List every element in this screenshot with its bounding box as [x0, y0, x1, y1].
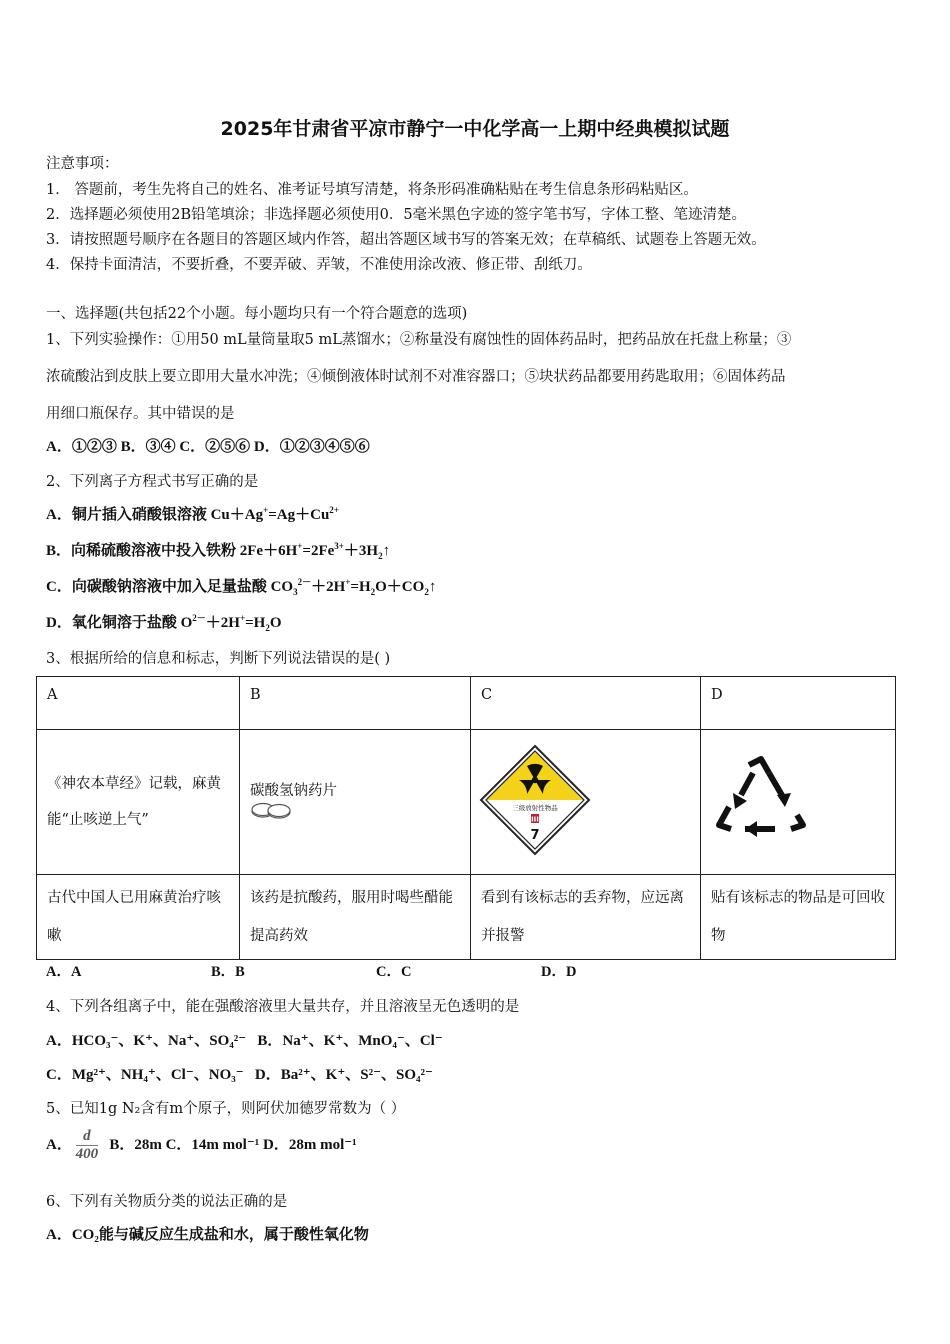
q3-header-a: A: [37, 677, 240, 730]
q6-stem: 6、下列有关物质分类的说法正确的是: [46, 1194, 288, 1210]
q1-stem-line3: 用细口瓶保存。其中错误的是: [46, 406, 235, 422]
q5-stem: 5、已知1g N₂含有m个原子，则阿伏加德罗常数为（ ）: [46, 1101, 406, 1117]
page-title: 2025年甘肃省平凉市静宁一中化学高一上期中经典模拟试题: [220, 118, 730, 140]
q4-option-a: A．HCO₃⁻、K⁺、Na⁺、SO₄²⁻: [46, 1033, 247, 1049]
q3-stem: 3、根据所给的信息和标志，判断下列说法错误的是( ): [46, 651, 391, 667]
section-heading: 一、选择题(共包括22个小题。每小题均只有一个符合题意的选项): [46, 306, 468, 322]
notice-item-1: 1． 答题前，考生先将自己的姓名、准考证号填写清楚，将条形码准确粘贴在考生信息条形码粘贴区。: [46, 182, 698, 198]
q4-options-ab: [46, 1029, 443, 1050]
q3-option-c: C．C: [376, 964, 412, 980]
recycle-icon: [711, 755, 811, 845]
q2-option-d: D．氧化铜溶于盐酸 $O^{2-}+2H^+=H_2O$: [46, 613, 282, 633]
q4-option-d: D．Ba²⁺、K⁺、S²⁻、SO₄²⁻: [254, 1067, 433, 1083]
q3-info-a: 《神农本草经》记载，麻黄能“止咳逆上气”: [37, 730, 240, 875]
q3-info-b: [240, 730, 471, 875]
q3-info-d: [701, 730, 896, 875]
q3-conclusion-a: 古代中国人已用麻黄治疗咳嗽: [37, 875, 240, 960]
q3-option-d: D．D: [541, 964, 577, 980]
q2-option-b: B．向稀硫酸溶液中投入铁粉 $2Fe+6H^+=2Fe^{3+}+3H_2↑$: [46, 541, 391, 561]
q3-header-d: D: [701, 677, 896, 730]
q4-options-cd: [46, 1063, 433, 1084]
q3-header-c: C: [471, 677, 701, 730]
q3-info-b-text: 碳酸氢钠药片: [250, 782, 337, 799]
sign-class-number: 7: [530, 828, 540, 843]
q2-option-a: A．铜片插入硝酸银溶液 $Cu+Ag^+=Ag+Cu^{2+}$: [46, 505, 339, 523]
q3-info-c: [471, 730, 701, 875]
q3-header-b: B: [240, 677, 471, 730]
q1-stem-line1: 1、下列实验操作：①用50 mL量筒量取5 mL蒸馏水；②称量没有腐蚀性的固体药品时，把药品放在托盘上称量；③: [46, 332, 792, 348]
notice-heading: 注意事项：: [46, 156, 119, 172]
sign-class-roman: III: [531, 815, 539, 824]
q3-conclusion-c: 看到有该标志的丢弃物，应远离并报警: [471, 875, 701, 960]
tablets-icon: [250, 800, 294, 822]
q3-table: [36, 676, 896, 960]
q3-options: [46, 960, 706, 981]
q5-fraction: $\frac{d}{400}$: [75, 1128, 99, 1162]
q3-option-b: B．B: [211, 964, 245, 980]
q6-option-a: A．CO₂能与碱反应生成盐和水，属于酸性氧化物: [46, 1227, 369, 1243]
q5-options: A． $\frac{d}{400}$ B．28m C．14m mol⁻¹ D．28m mol⁻¹: [46, 1128, 357, 1162]
notice-item-4: 4．保持卡面清洁，不要折叠，不要弄破、弄皱，不准使用涂改液、修正带、刮纸刀。: [46, 257, 592, 273]
radioactive-sign-icon: [479, 744, 591, 856]
q2-option-c: C．向碳酸钠溶液中加入足量盐酸 $CO_3^{2-}+2H^+=H_2O+CO_2↑$: [46, 577, 437, 597]
q1-options: A．①②③ B．③④ C．②⑤⑥ D．①②③④⑤⑥: [46, 439, 370, 455]
q4-stem: 4、下列各组离子中，能在强酸溶液里大量共存，并且溶液呈无色透明的是: [46, 999, 520, 1015]
notice-item-3: 3．请按照题号顺序在各题目的答题区域内作答，超出答题区域书写的答案无效；在草稿纸、试题卷上答题无效。: [46, 232, 766, 248]
q3-option-a: A．A: [46, 964, 82, 980]
q3-conclusion-d: 贴有该标志的物品是可回收物: [701, 875, 896, 960]
q1-stem-line2: 浓硫酸沾到皮肤上要立即用大量水冲洗；④倾倒液体时试剂不对准容器口；⑤块状药品都要用药匙取用；⑥固体药品: [46, 369, 786, 385]
q4-option-b: B．Na⁺、K⁺、MnO₄⁻、Cl⁻: [257, 1033, 443, 1049]
sign-caption: 三级放射性物品: [512, 804, 558, 812]
notice-item-2: 2．选择题必须使用2B铅笔填涂；非选择题必须使用0．5毫米黑色字迹的签字笔书写，字体工整、笔迹清楚。: [46, 207, 747, 223]
q4-option-c: C．Mg²⁺、NH₄⁺、Cl⁻、NO₃⁻: [46, 1067, 244, 1083]
q2-stem: 2、下列离子方程式书写正确的是: [46, 474, 259, 490]
q3-conclusion-b: 该药是抗酸药，服用时喝些醋能提高药效: [240, 875, 471, 960]
